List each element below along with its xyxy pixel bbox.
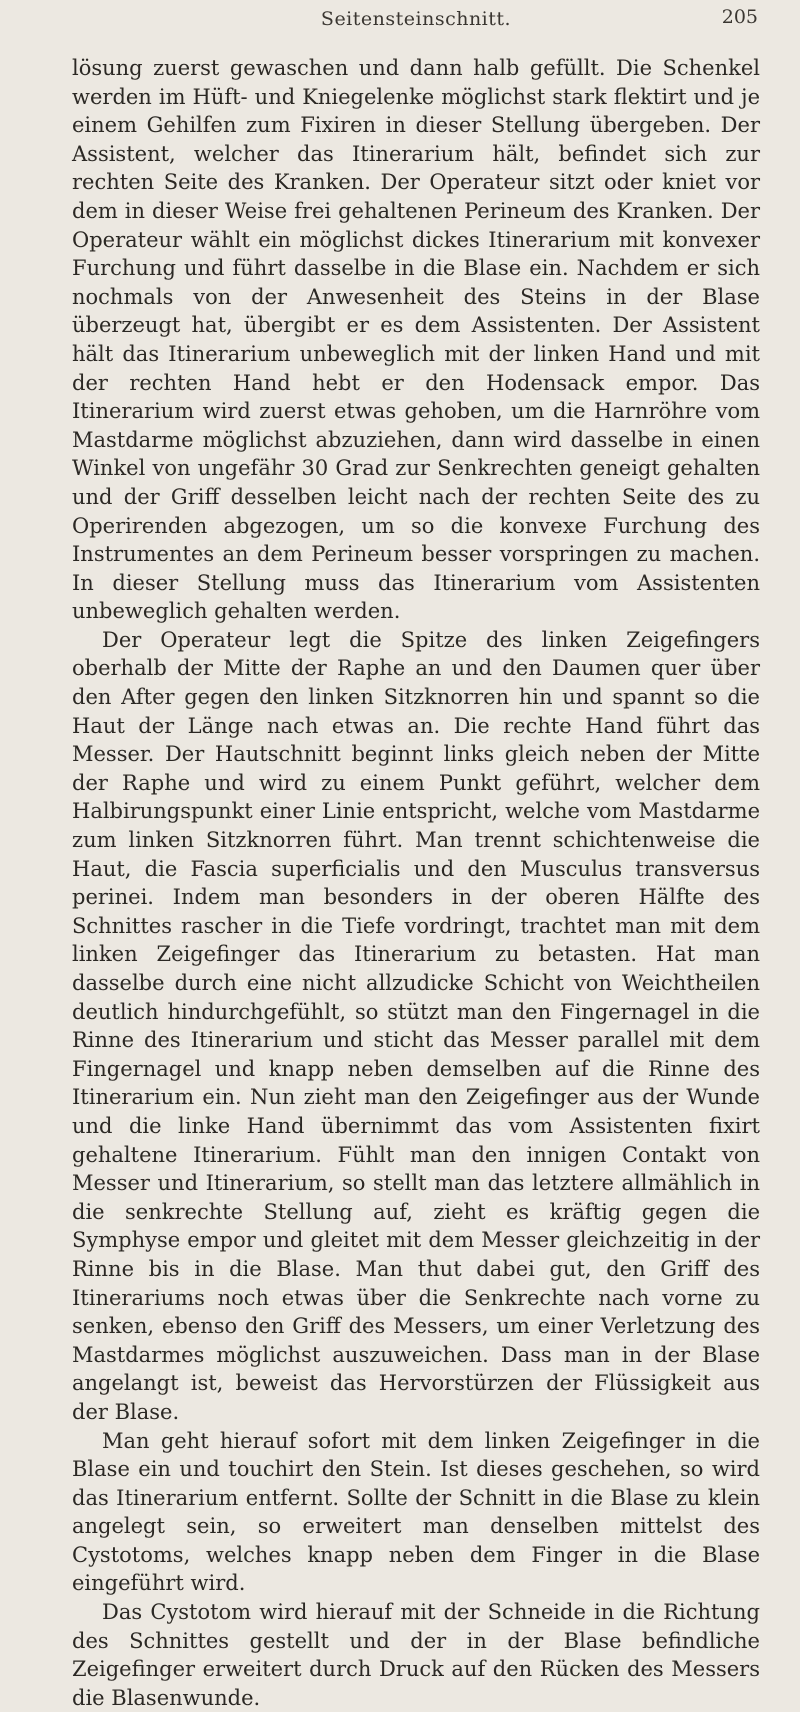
running-head (72, 0, 760, 40)
paragraph-cystotom: Das Cystotom wird hierauf mit der Schneide in die Richtung des Schnittes gestellt und der in der Blase befindliche Zeigefinger erweitert durch Druck auf den Rücken des Messers die Blasenwunde. (72, 1600, 760, 1710)
paragraph-touchirt: Man geht hierauf sofort mit dem linken Zeigefinger in die Blase ein und touchirt den Stein. Ist dieses geschehen, so wird das Itinerarium entfernt. Sollte der Schnitt in die Blase zu klein angelegt sein, so erweitert man denselben mittelst des Cystotoms, welches knapp neben dem Finger in die Blase eingeführt wird. (72, 1428, 760, 1596)
paragraph-hautschnitt: Der Operateur legt die Spitze des linken Zeigefingers oberhalb der Mitte der Raphe an und den Daumen quer über den After gegen den linken Sitzknorren hin und spannt so die Haut der Länge nach etwas an. Die rechte Hand führt das Messer. Der Hautschnitt beginnt links gleich neben der Mitte der Raphe und wird zu einem Punkt geführt, welcher dem Halbirungspunkt einer Linie entspricht, welche vom Mastdarme zum linken Sitzknorren führt. Man trennt schichtenweise die Haut, die Fascia superficialis und den Musculus transversus perinei. Indem man besonders in der oberen Hälfte des Schnittes rascher in die Tiefe vordringt, trachtet man mit dem linken Zeigefinger das Itinerarium zu betasten. Hat man dasselbe durch eine nicht allzudicke Schicht von Weichtheilen deutlich hindurchgefühlt, so stützt man den Fingernagel in die Rinne des Itinerarium und sticht das Messer parallel mit dem Fingernagel und knapp neben demselben auf die Rinne des Itinerarium ein. Nun zieht man den Zeigefinger aus der Wunde und die linke Hand übernimmt das vom Assistenten fixirt gehaltene Itinerarium. Fühlt man den innigen Contakt von Messer und Itinerarium, so stellt man das letztere allmählich in die senkrechte Stellung auf, zieht es kräftig gegen die Symphyse empor und gleitet mit dem Messer gleichzeitig in der Rinne bis in die Blase. Man thut dabei gut, den Griff des Itinerariums noch etwas über die Senkrechte nach vorne zu senken, ebenso den Griff des Messers, um einer Verletzung des Mastdarmes möglichst auszuweichen. Dass man in der Blase angelangt ist, beweist das Hervorstürzen der Flüssigkeit aus der Blase. (72, 627, 760, 1424)
running-title: Seitensteinschnitt. (320, 8, 512, 30)
body-text (72, 54, 760, 1712)
paragraph-continuation: lösung zuerst gewaschen und dann halb gefüllt. Die Schenkel werden im Hüft- und Kniegelenke möglichst stark flektirt und je einem Gehilfen zum Fixiren in dieser Stellung übergeben. Der Assistent, welcher das Itinerarium hält, befindet sich zur rechten Seite des Kranken. Der Operateur sitzt oder kniet vor dem in dieser Weise frei gehaltenen Perineum des Kranken. Der Operateur wählt ein möglichst dickes Itinerarium mit konvexer Furchung und führt dasselbe in die Blase ein. Nachdem er sich nochmals von der Anwesenheit des Steins in der Blase überzeugt hat, übergibt er es dem Assistenten. Der Assistent hält das Itinerarium unbeweglich mit der linken Hand und mit der rechten Hand hebt er den Hodensack empor. Das Itinerarium wird zuerst etwas gehoben, um die Harnröhre vom Mastdarme möglichst abzuziehen, dann wird dasselbe in einen Winkel von ungefähr 30 Grad zur Senkrechten geneigt gehalten und der Griff desselben leicht nach der rechten Seite des zu Operirenden abgezogen, um so die konvexe Furchung des Instrumentes an dem Perineum besser vorspringen zu machen. In dieser Stellung muss das Itinerarium vom Assistenten unbeweglich gehalten werden. (72, 56, 760, 624)
page-number: 205 (721, 6, 758, 28)
